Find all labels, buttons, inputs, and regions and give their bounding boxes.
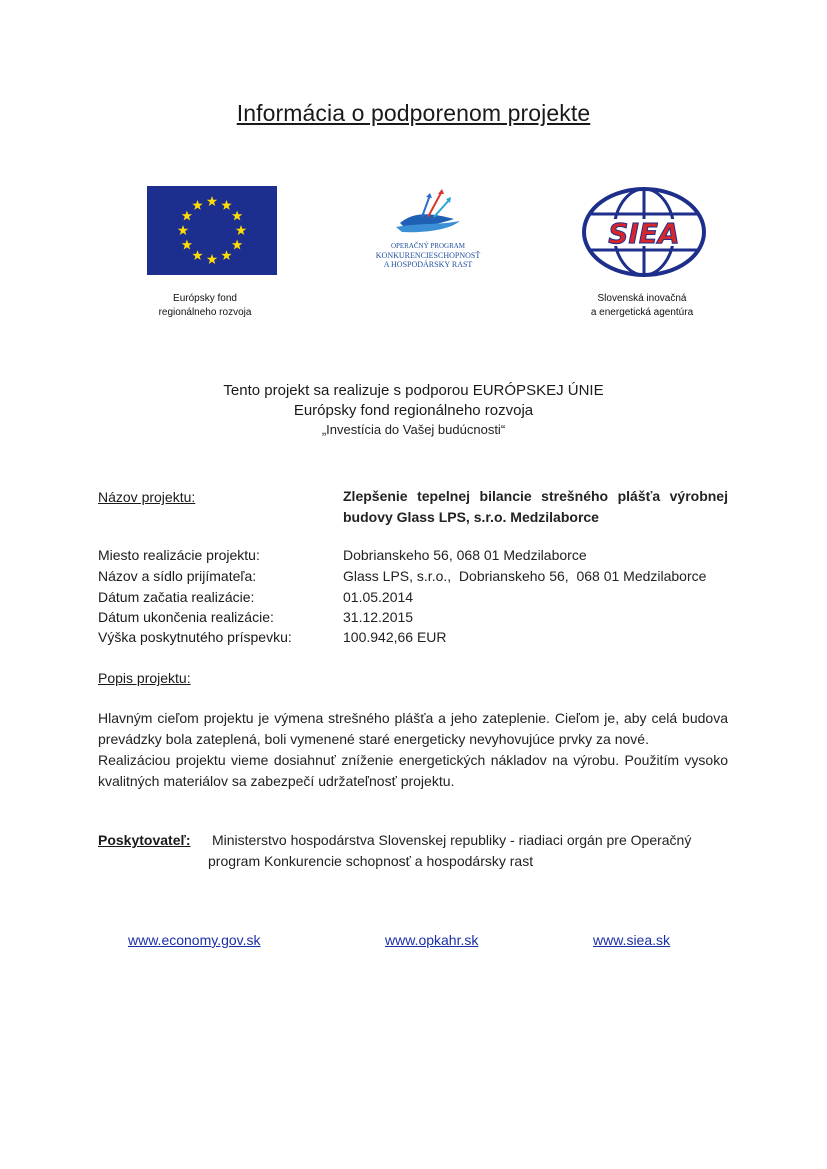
eu-star-icon (221, 200, 231, 210)
support-statement (0, 381, 827, 439)
eu-star-icon (232, 211, 242, 221)
location-label: Miesto realizácie projektu: (98, 547, 260, 563)
siea-caption-line2: a energetická agentúra (590, 307, 694, 318)
provider-label: Poskytovateľ: (98, 832, 191, 848)
end-date-value: 31.12.2015 (343, 609, 414, 625)
siea-link[interactable]: www.siea.sk (593, 932, 671, 948)
eu-fund-caption (140, 292, 270, 320)
eu-star-icon (192, 200, 202, 210)
eu-star-icon (178, 225, 188, 235)
eu-star-icon (182, 211, 192, 221)
eu-stars-icon (147, 186, 277, 275)
eu-caption-line1: Európsky fond (173, 293, 237, 304)
support-slogan: „Investícia do Vašej budúcnosti“ (321, 422, 506, 437)
eu-star-icon (232, 240, 242, 250)
eu-star-icon (192, 250, 202, 260)
eu-star-icon (221, 250, 231, 260)
eu-flag-logo (147, 186, 277, 275)
opkahr-link[interactable]: www.opkahr.sk (385, 932, 479, 948)
siea-caption (572, 292, 712, 320)
siea-logo (580, 186, 708, 278)
support-line2: Európsky fond regionálneho rozvoja (293, 402, 534, 419)
eu-star-icon (182, 240, 192, 250)
description-paragraph: Realizáciou projektu vieme dosiahnuť zníženie energetických nákladov na výrobu. Použitím vysoko kvalitných materiálov sa zabezpečí udržateľnosť projektu. (98, 752, 728, 789)
recipient-value: Glass LPS, s.r.o., Dobrianskeho 56, 068 01 Medzilaborce (343, 568, 707, 584)
siea-globe-icon (580, 186, 708, 278)
economy-link[interactable]: www.economy.gov.sk (128, 932, 261, 948)
amount-label: Výška poskytnutého príspevku: (98, 629, 292, 645)
amount-value: 100.942,66 EUR (343, 629, 447, 645)
op-logo-line2: KONKURENCIESCHOPNOSŤ (375, 251, 481, 260)
description-body (98, 708, 728, 792)
project-name-label: Názov projektu: (98, 489, 196, 505)
support-line1: Tento projekt sa realizuje s podporou EURÓPSKEJ ÚNIE (223, 382, 604, 399)
eu-star-icon (207, 254, 217, 264)
siea-wordmark: SIEA (608, 217, 680, 250)
recipient-label: Názov a sídlo prijímateľa: (98, 568, 257, 584)
start-date-value: 01.05.2014 (343, 589, 414, 605)
eu-star-icon (207, 196, 217, 206)
op-swoosh-icon (362, 183, 494, 235)
description-paragraph: Hlavným cieľom projektu je výmena strešného plášťa a jeho zateplenie. Cieľom je, aby celá budova prevádzky bola zateplená, boli vymenené staré energeticky nevyhovujúce prvky za nové. (98, 710, 728, 747)
start-date-label: Dátum začatia realizácie: (98, 589, 255, 605)
end-date-label: Dátum ukončenia realizácie: (98, 609, 274, 625)
op-logo-line3: A HOSPODÁRSKY RAST (383, 260, 473, 269)
eu-star-icon (236, 225, 246, 235)
description-label: Popis projektu: (98, 670, 191, 686)
location-value: Dobrianskeho 56, 068 01 Medzilaborce (343, 547, 587, 563)
siea-caption-line1: Slovenská inovačná (597, 293, 687, 304)
op-kahr-logo (362, 183, 494, 273)
project-name-value: Zlepšenie tepelnej bilancie strešného plášťa výrobnej budovy Glass LPS, s.r.o. Medzilaborce (343, 488, 728, 525)
op-logo-line1: OPERAČNÝ PROGRAM (390, 242, 466, 250)
eu-caption-line2: regionálneho rozvoja (158, 307, 252, 318)
page-title: Informácia o podporenom projekte (236, 100, 591, 126)
provider-text: Ministerstvo hospodárstva Slovenskej republiky - riadiaci orgán pre Operačný program Konkurencie schopnosť a hospodársky rast (208, 832, 692, 869)
